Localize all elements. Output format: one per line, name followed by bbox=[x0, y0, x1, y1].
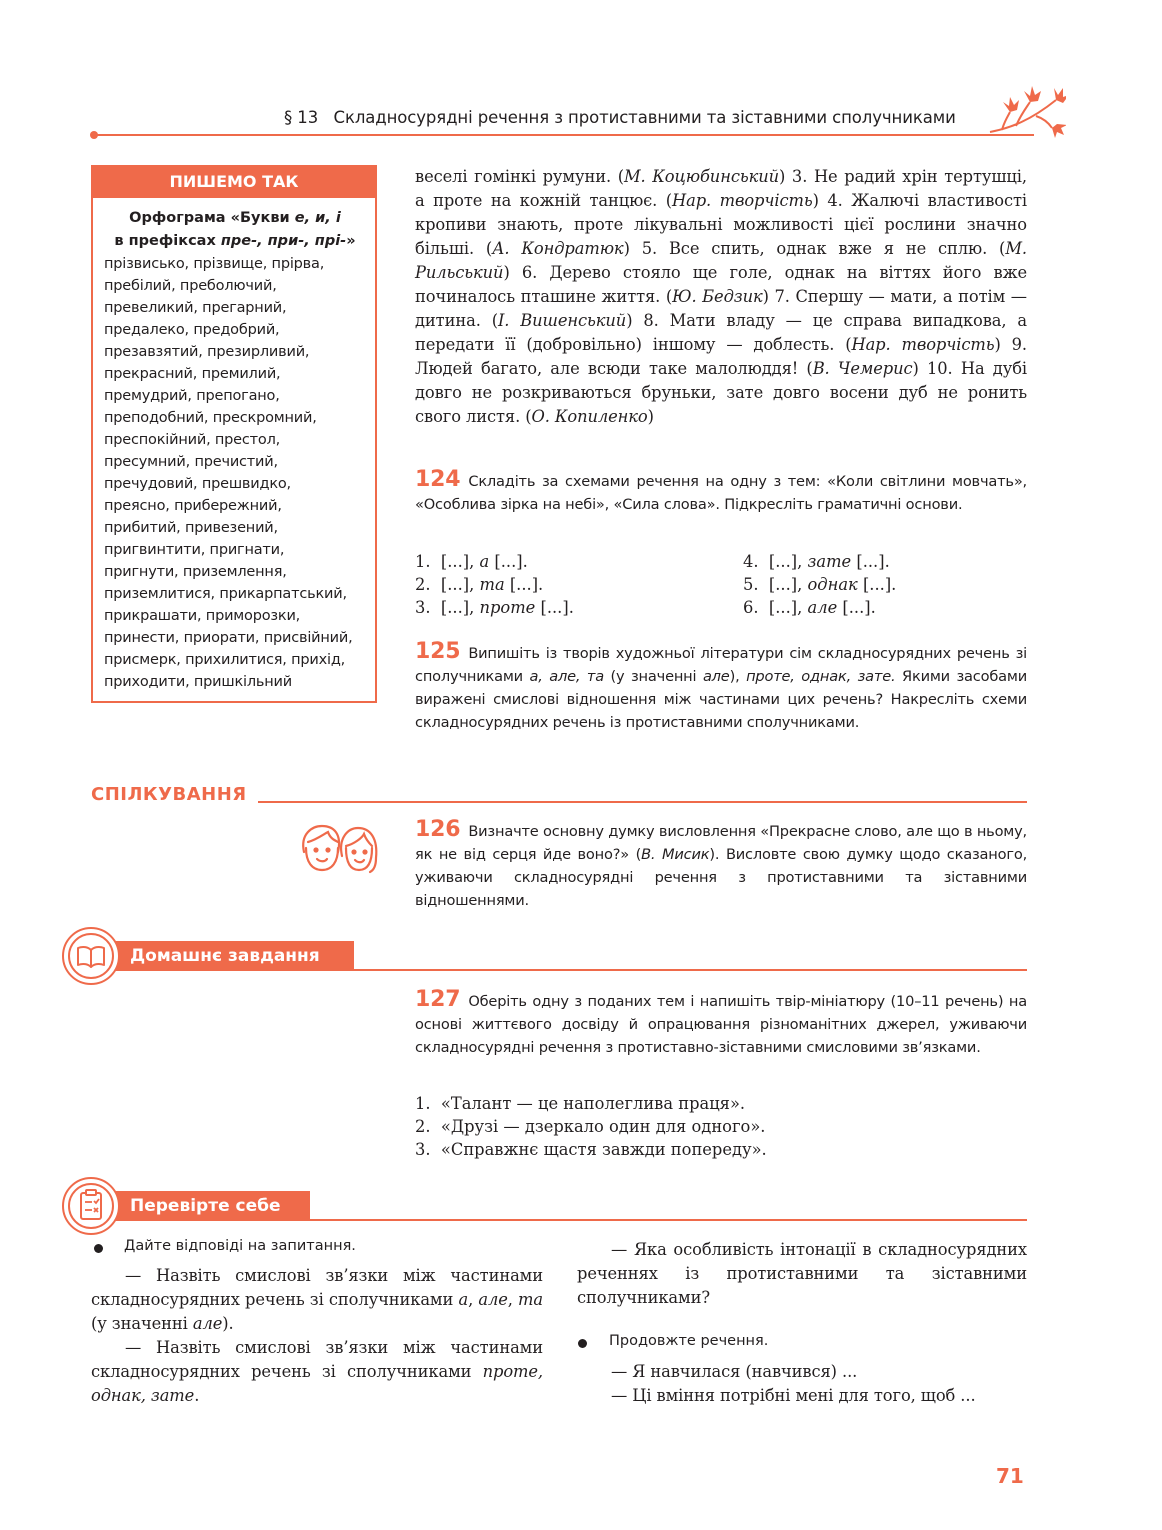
question-2: — Назвіть смислові зв’язки між частинами складносурядних речень зі сполучниками проте, однак, зате. bbox=[91, 1338, 543, 1405]
check-instruction-2: Продовжте речення. bbox=[609, 1333, 769, 1349]
homework-tab: Домашнє завдання bbox=[116, 941, 354, 971]
topic-list bbox=[415, 1092, 1027, 1161]
scheme-item: 1. [...], а [...]. bbox=[415, 552, 528, 571]
source-attribution: М. Коцюбинський bbox=[623, 167, 779, 186]
check-yourself-badge bbox=[62, 1177, 120, 1235]
schemes-col-right bbox=[743, 550, 1023, 619]
sidebar-word-list: прізвисько, прізвище, прірва, пребілий, преболючий, превеликий, прегарний, предалеко, предобрий, презавзятий, презирливий, прекрасний, премилий, премудрий, препогано, преподобний, прескромний, преспокійний, престол, пресумний, пречистий, пречудовий, прешвидко, преясно, прибережний, прибитий, привезений, пригвинтити, пригнати, пригнути, приземлення, приземлитися, прикарпатський, прикрашати, приморозки, принести, приорати, присвійний, присмерк, прихилитися, прихід, приходити, пришкільний bbox=[104, 256, 353, 690]
two-faces-icon bbox=[298, 822, 382, 876]
example-text: веселі гомінкі румуни. ( bbox=[415, 167, 624, 186]
running-header bbox=[284, 108, 984, 127]
scheme-item: 5. [...], однак [...]. bbox=[743, 575, 897, 594]
check-yourself-tab: Перевірте себе bbox=[116, 1191, 310, 1221]
example-text: ) 10. На дубі довго не розкриваються бруньки, зате довго восени дуб не ронить свого листя. ( bbox=[415, 359, 1028, 426]
sentence-starter-2: — Ці вміння потрібні мені для того, щоб ... bbox=[611, 1386, 976, 1405]
flower-branch-icon bbox=[986, 82, 1066, 144]
example-text: ) 6. Дерево стояло ще голе, однак на віттях його вже починалось пташине життя. ( bbox=[415, 263, 1027, 306]
question-1: — Назвіть смислові зв’язки між частинами складносурядних речень зі сполучниками а, але, та (у значенні але). bbox=[91, 1266, 543, 1333]
sidebar-heading: ПИШЕМО ТАК bbox=[91, 165, 377, 198]
topic-item: 3. «Справжнє щастя завжди попереду». bbox=[415, 1140, 767, 1159]
source-attribution: І. Вишенський bbox=[497, 311, 627, 330]
exercise-124 bbox=[415, 468, 1027, 516]
running-header-title: Складносурядні речення з протиставними та зіставними сполучниками bbox=[333, 108, 956, 127]
source-attribution: Нар. творчість bbox=[851, 335, 995, 354]
scheme-item: 3. [...], проте [...]. bbox=[415, 598, 574, 617]
source-attribution: О. Копиленко bbox=[531, 407, 648, 426]
exercise-text: Складіть за схемами речення на одну з тем: «Коли світлини мовчать», «Особлива зірка на небі», «Сила слова». Підкресліть граматичні основи. bbox=[415, 473, 1027, 513]
example-text: ) 5. Все спить, однак вже я не сплю. ( bbox=[623, 239, 1006, 258]
example-text: ) 4. Жалючі властивості кропиви знають, проте лікувальні можливості цієї рослини значно більші. ( bbox=[415, 191, 1027, 258]
source-attribution: М. Рильський bbox=[415, 239, 1027, 282]
example-text: ) 7. Спершу — мати, а потім — дитина. ( bbox=[415, 287, 1027, 330]
page-number: 71 bbox=[996, 1464, 1024, 1488]
example-text: ) 3. Не радий хрін тертушці, а проте на кожній танцює. ( bbox=[415, 167, 1027, 210]
homework-badge bbox=[62, 927, 120, 985]
exercise-127: 127 Оберіть одну з поданих тем і напишіть твір-мініатюру (10–11 речень) на основі життєвого досвіду й опрацювання різноманітних джерел, уживаючи складносурядні речення з протиставно-зіставними смисловими зв’язками. bbox=[415, 987, 1027, 1056]
bullet-dot bbox=[578, 1339, 587, 1348]
scheme-item: 2. [...], та [...]. bbox=[415, 575, 544, 594]
section-mark: § 13 bbox=[284, 108, 319, 127]
exercise-126: 126 Визначте основну думку висловлення «Прекрасне слово, але що в ньому, як не від серця йде воно?» (В. Мисик). Висловте свою думку щодо сказаного, уживаючи складносурядні речення з протиставними та зіставними відношеннями. bbox=[415, 817, 1028, 909]
bullet-dot bbox=[94, 1244, 103, 1253]
question-3: — Яка особливість інтонації в складносурядних реченнях із протиставними та зіставними сполучниками? bbox=[577, 1240, 1027, 1307]
exercise-number: 126 bbox=[415, 817, 461, 842]
sentence-starter-1: — Я навчилася (навчився) ... bbox=[611, 1362, 858, 1381]
example-text: ) 8. Мати владу — це справа випадкова, а передати її (добровільно) іншому — доблесть. ( bbox=[415, 311, 1027, 354]
example-text: ) 9. Людей багато, але всюди таке малолюддя! ( bbox=[415, 335, 1027, 378]
exercise-number: 127 bbox=[415, 987, 461, 1012]
source-attribution: А. Кондратюк bbox=[492, 239, 624, 258]
scheme-item: 4. [...], зате [...]. bbox=[743, 552, 890, 571]
section-heading-communication: СПІЛКУВАННЯ bbox=[91, 784, 247, 805]
checklist-icon bbox=[64, 1179, 118, 1233]
topic-item: 1. «Талант — це наполеглива праця». bbox=[415, 1094, 746, 1113]
source-attribution: Нар. творчість bbox=[672, 191, 813, 210]
section-rule bbox=[258, 801, 1027, 803]
exercise-number: 124 bbox=[415, 467, 461, 492]
check-instruction-1: Дайте відповіді на запитання. bbox=[124, 1238, 356, 1254]
source-attribution: Ю. Бедзик bbox=[672, 287, 763, 306]
header-rule-dot bbox=[90, 131, 98, 139]
exercise-number: 125 bbox=[415, 639, 461, 664]
exercise-125: 125 Випишіть із творів художньої літератури сім складносурядних речень зі сполучниками а, але, та (у значенні але), проте, однак, зате. Якими засобами виражені смислові відношення між частинами цих речень? Накресліть схеми складносурядних речень із протиставними сполучниками. bbox=[415, 639, 1027, 731]
schemes-col-left bbox=[415, 550, 735, 619]
header-rule bbox=[94, 134, 1034, 136]
topic-item: 2. «Друзі — дзеркало один для одного». bbox=[415, 1117, 766, 1136]
scheme-item: 6. [...], але [...]. bbox=[743, 598, 876, 617]
sidebar-title: Орфограма «Букви е, и, і в префіксах пре-, при-, прі-» bbox=[114, 210, 356, 249]
source-attribution: В. Чемерис bbox=[812, 359, 913, 378]
example-text: ) bbox=[647, 407, 654, 426]
open-book-icon bbox=[64, 929, 118, 983]
exercise-continuation bbox=[415, 165, 1027, 429]
